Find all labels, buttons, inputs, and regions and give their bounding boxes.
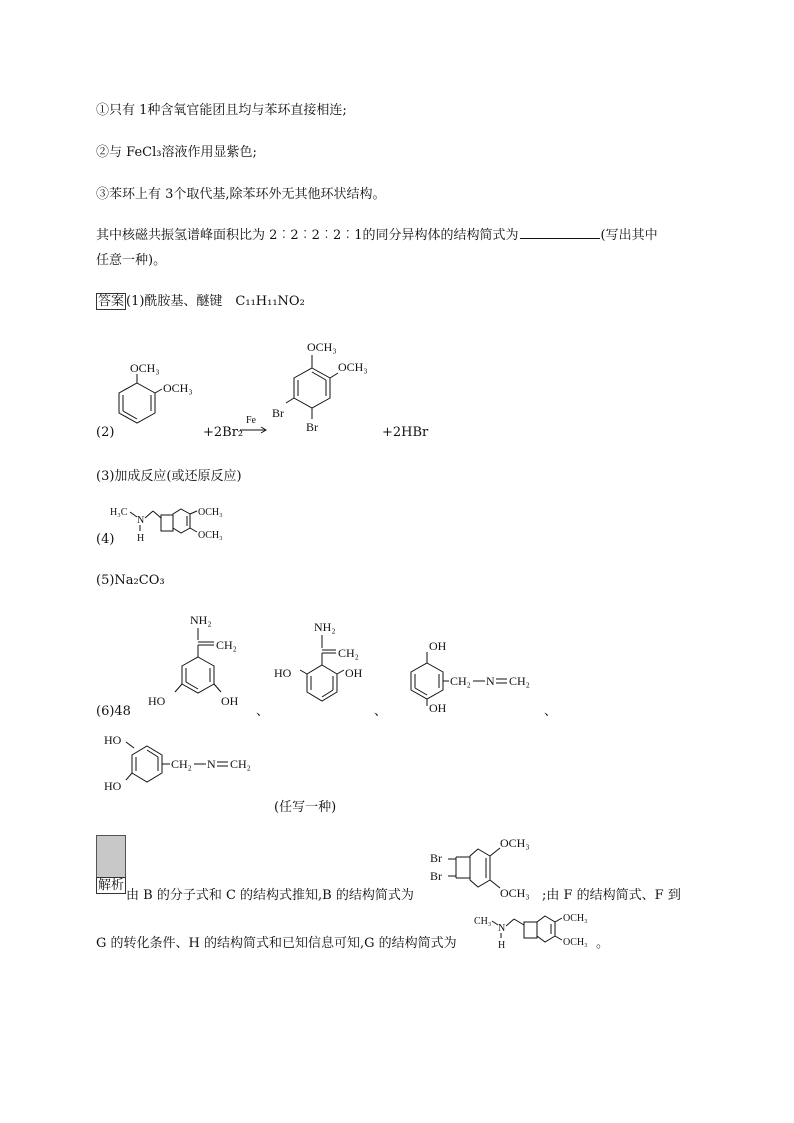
benzene-ring: [294, 368, 330, 408]
ho-label: HO: [274, 666, 292, 680]
ch2-label: CH₂: [216, 638, 237, 652]
och3-label: OCH₃: [198, 507, 223, 518]
n-label: N: [207, 757, 216, 771]
product-hbr: +2HBr: [382, 425, 429, 440]
och3-label: OCH₃: [500, 836, 530, 850]
isomer-3-structure: [393, 632, 553, 722]
question-text-2: (写出其中: [600, 228, 658, 243]
reagent-br2: +2Br₂: [203, 425, 244, 440]
dibromo-dimethoxybenzene-structure: [270, 335, 390, 440]
br-label: Br: [430, 869, 442, 883]
benzene-ring: [119, 383, 155, 423]
ch2-link-label: CH₂: [171, 757, 192, 771]
oh-label: OH: [429, 639, 447, 653]
benzene-ring: [411, 663, 443, 699]
n-label: N: [137, 515, 145, 526]
br-label: Br: [430, 851, 442, 865]
cyclobutane-ring: [524, 922, 537, 938]
question-line-2: 任意一种)。: [96, 253, 167, 268]
nh2-label: NH₂: [190, 613, 212, 627]
answer-5: (5)Na₂CO₃: [96, 573, 165, 588]
question-line-1: [96, 226, 658, 245]
n-label: N: [486, 674, 495, 688]
oh-label: OH: [429, 701, 447, 715]
answer-tag: 答案: [98, 294, 125, 309]
h3c-label: H₃C: [110, 507, 128, 518]
benzene-ring: [182, 657, 214, 693]
answer-3: (3)加成反应(或还原反应): [96, 469, 242, 484]
benzene-ring: [537, 916, 555, 942]
och3-label: OCH₃: [163, 381, 193, 395]
answer-blank: [520, 226, 600, 239]
separator: 、: [544, 704, 558, 719]
benzene-ring: [470, 849, 490, 887]
catalyst-fe: Fe: [246, 415, 256, 426]
och3-label: OCH₃: [338, 360, 368, 374]
isomer-2-structure: [272, 618, 382, 718]
oh-label: OH: [221, 694, 239, 708]
ho-label: HO: [104, 733, 122, 747]
ho-label: HO: [104, 779, 122, 793]
question-text: 其中核磁共振氢谱峰面积比为 2︰2︰2︰2︰1的同分异构体的结构简式为: [96, 228, 519, 243]
condition-2: ②与 FeCl₃溶液作用显紫色;: [96, 145, 257, 160]
condition-1: ①只有 1种含氧官能团且均与苯环直接相连;: [96, 103, 347, 118]
och3-label: OCH₃: [307, 340, 337, 354]
ch2-label: CH₂: [230, 757, 251, 771]
ch2-label: CH₂: [509, 674, 530, 688]
analysis-end: 。: [596, 936, 610, 951]
ch3-label: CH₃: [474, 916, 492, 927]
analysis-tag-box: [96, 835, 126, 879]
analysis-tag: 解析: [98, 878, 125, 893]
any-one-note: (任写一种): [274, 800, 337, 815]
ch2-label: CH₂: [338, 646, 359, 660]
separator: 、: [374, 704, 388, 719]
analysis-text-2: ;由 F 的结构简式、F 到: [542, 888, 681, 903]
compound-b-structure: [430, 830, 550, 902]
oh-label: OH: [345, 666, 363, 680]
n-label: N: [498, 923, 506, 934]
br-label: Br: [306, 420, 318, 434]
och3-label: OCH₃: [563, 913, 588, 924]
analysis-text-3: G 的转化条件、H 的结构简式和已知信息可知,G 的结构简式为: [96, 936, 457, 951]
analysis-text-1: 由 B 的分子式和 C 的结构式推知,B 的结构简式为: [126, 888, 414, 903]
och3-label: OCH₃: [563, 937, 588, 948]
br-label: Br: [272, 406, 284, 420]
h-label: H: [137, 533, 145, 544]
ch2-link-label: CH₂: [450, 674, 471, 688]
isomer-1-structure: [148, 612, 258, 720]
compound-g-structure: [110, 500, 250, 550]
dimethoxybenzene-structure: [110, 360, 210, 440]
answer-2-label: (2): [96, 425, 115, 440]
separator: 、: [256, 704, 270, 719]
och3-label: OCH₃: [130, 361, 160, 375]
och3-label: OCH₃: [500, 886, 530, 900]
condition-3: ③苯环上有 3个取代基,除苯环外无其他环状结构。: [96, 187, 386, 202]
answer-1-text: (1)酰胺基、醚键 C₁₁H₁₁NO₂: [126, 294, 305, 309]
h-label: H: [498, 940, 506, 951]
answer-4-label: (4): [96, 532, 115, 547]
och3-label: OCH₃: [198, 530, 223, 541]
answer-1: [96, 293, 305, 311]
cyclobutane-ring: [161, 515, 173, 531]
ho-label: HO: [148, 694, 166, 708]
isomer-4-structure: [104, 728, 274, 818]
nh2-label: NH₂: [314, 620, 336, 634]
compound-g-structure-analysis: [474, 905, 614, 955]
answer-6-label: (6)48: [96, 704, 131, 719]
